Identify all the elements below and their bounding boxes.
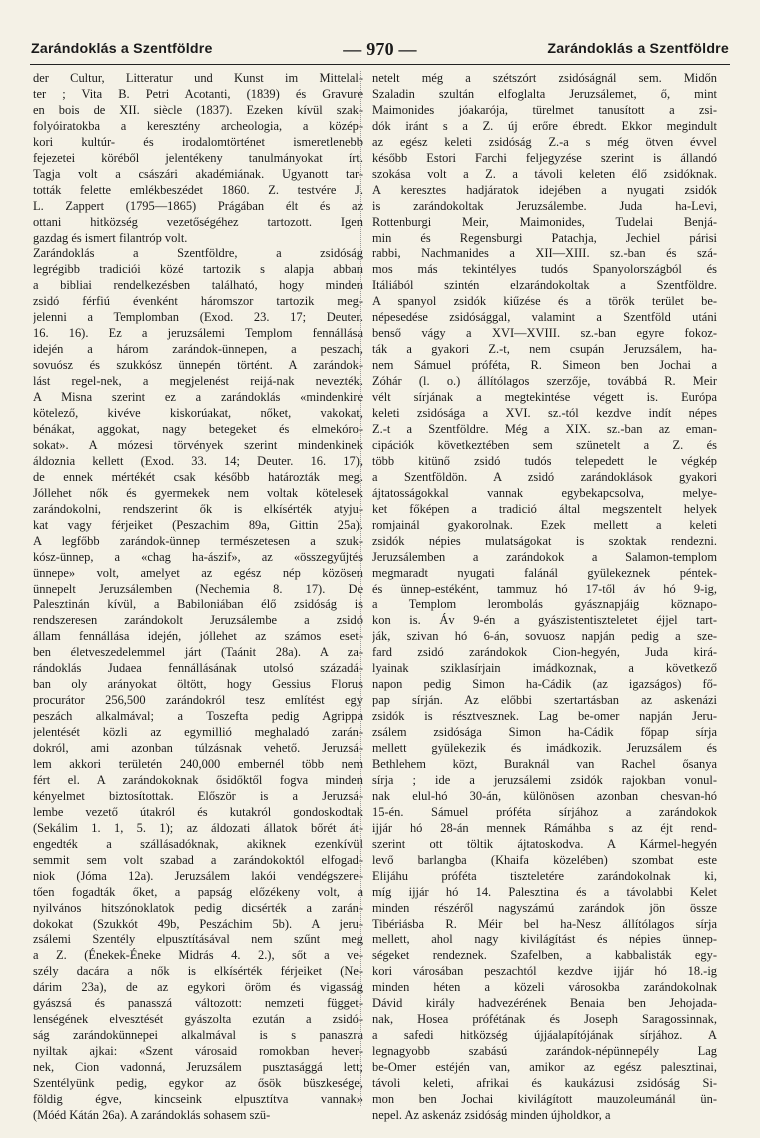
text-line: tően fogadták őket, a papság előzékeny volt, a [33, 884, 363, 899]
text-line: benső vágy a XVI—XVIII. sz.-ban egyre fokoz- [372, 326, 717, 341]
text-line: 16. 16). Ez a jeruzsálemi Templom fennállása [33, 326, 363, 341]
text-line: népesedése zsidósággal, valamint a Szentföld utáni [372, 310, 717, 325]
text-line: cipációk következtében sem szünetelt a Z. és [372, 437, 717, 452]
text-line: min és Regensburgi Patachja, Jechiel párisi [372, 230, 717, 245]
text-line: kon is. Áv 9-én a gyászistentiszteletet éjjel tart- [372, 613, 717, 628]
text-line: sokat». A mózesi törvények szerint mindenkinek [33, 437, 363, 452]
text-line: földig égve, kincseink elpusztítva vannak» [33, 1092, 363, 1106]
text-line: kötelező, kivéve kiskorúakat, nőket, vakokat, [33, 406, 363, 421]
text-line: fejezetei köréből jelentékeny tanulmányokat írt. [33, 150, 363, 165]
text-line: a Z. (Énekek-Éneke Midrás 4. 2.), sőt a ve- [33, 948, 363, 963]
text-line: nepel. Az askenáz zsidóság minden újholdkor, a [372, 1107, 611, 1122]
running-header [31, 36, 729, 62]
text-line: ják, szivan hó 6-án, sovuosz napján pedig a sze- [372, 629, 717, 644]
text-line: legrégibb tradiciói közé tartozik s alapja abban [33, 262, 363, 277]
text-line: procurátor 256,500 zarándokról tesz említést egy [33, 693, 363, 708]
text-line: Elijáhu próféta tiszteletére zarándokolnak ki, [372, 868, 717, 883]
text-line: rándoklás Judaea fennállásának utolsó századá- [33, 661, 363, 676]
text-line: minden részéről nagyszámú zarándok jön össze [372, 900, 717, 915]
text-line: nyilvános hitszónoklatok pedig dicsérték a zarán- [33, 900, 363, 915]
text-line: lyainak sziklasírjain imádkoznak, a következő [372, 661, 717, 676]
text-line: ben életveszedelemmel járt (Taánit 28a). A za- [33, 645, 363, 660]
text-line: megmaradt nyugati falánál gyülekeznek péntek- [372, 565, 717, 580]
text-line: később Estori Farchi feljegyzése szerint is állandó [372, 150, 717, 165]
text-line: szokása volt a Z. a távoli keleten élő zsidóknak. [372, 166, 717, 181]
text-line: Szentélyünk pedig, egykor az ősök büszkesége, [33, 1076, 363, 1091]
text-line: ünnepelt Jeruzsálemben (Nechemia 8. 17). De [33, 581, 363, 596]
left-column [33, 71, 363, 1124]
text-line: napon pedig Simon ha-Cádik (az igazságos) fő- [372, 677, 717, 692]
text-line: távoli keleti, afrikai és kaukázusi zsidóság Si- [372, 1076, 717, 1091]
text-line: mellett, ahol nagy kivilágítást és népies ünnep- [372, 932, 717, 947]
page-number: — 970 — [343, 38, 417, 59]
text-line: Zóhár (l. o.) állítólagos szerzője, továbbá R. Meir [372, 374, 717, 389]
text-line: a safedi hitközség újjáalapítójának sírjához. A [372, 1028, 717, 1043]
text-line: kat vagy férjeiket (Peszachim 89a, Gittin 25a). [33, 517, 363, 532]
text-line: Rottenburgi Meir, Maimonides, Tudelai Benjá- [372, 214, 717, 229]
text-line: az egész keleti zsidóság Z.-a s még ötven évvel [372, 134, 717, 149]
text-line: ták a gyakori Z.-t, nem csupán Jeruzsálem, ha- [372, 342, 717, 357]
text-line: fard zsidó zarándokok Cion-hegyén, Juda kirá- [372, 645, 717, 660]
text-line: vélt sírjának a megtekintése végett is. Európa [372, 390, 717, 405]
text-line: ter ; Vita B. Petri Acotanti, (1839) és Gravure [33, 86, 363, 101]
text-line: mos más tekintélyes tudós Spanyolországból és [372, 262, 717, 277]
text-line: netelt még a szétszórt zsidóságnál sem. Midőn [372, 71, 717, 85]
text-line: a Templom lerombolás gyásznapjáig köznapo- [372, 597, 717, 612]
text-line: ijjár hó 28-án mennek Rámáhba s az éjt rend- [372, 820, 717, 835]
text-line: keleti zsidósága a XVI. sz.-tól kezdve indít népes [372, 406, 717, 421]
text-line: Tagja volt a császári akadémiának. Ugyanott tar- [33, 166, 363, 181]
text-line: kényelmet biztosítottak. Először is a Jeruzsá- [33, 788, 363, 803]
text-line: nyiltak ajkai: «Szent városaid romokban hever- [33, 1044, 363, 1059]
text-line: a bibliai rendelkezésben található, hogy minden [33, 278, 363, 293]
text-line: nak elul-hó 30-án, különösen azonban chesvan-hó [372, 788, 717, 803]
text-line: lembe vezető útakról és kutakról gondoskodtak [33, 804, 363, 819]
text-line: ájtatosságokkal vannak egybekapcsolva, melye- [372, 485, 717, 500]
text-line: semmit sem volt szabad a zarándokoktól elfogad- [33, 852, 363, 867]
text-line: zsidók is résztvesznek. Lag be-omer napján Jeru- [372, 709, 717, 724]
text-line: fért el. A zarándokoknak ősidőktől fogva minden [33, 772, 363, 787]
text-line: lem akkori területén 240,000 embernél több nem [33, 756, 363, 771]
text-line: is zarándokoltak Jeruzsálembe. Juda ha-Levi, [372, 198, 717, 213]
text-line: Bethlehem közt, Buraknál van Rachel ősanya [372, 756, 717, 771]
text-line: peszách alkalmával; a Toszefta pedig Agrippa [33, 709, 363, 724]
text-line: kori kultúr- és irodalomtörténet ismeretlenebb [33, 134, 363, 149]
text-line: szély dacára a nők is elkísérték férjeiket (Ne- [33, 964, 363, 979]
text-line: A Misna szerint ez a zarándoklás «mindenkire [33, 390, 363, 405]
text-line: ket főképen a tradició által megszentelt helyek [372, 501, 717, 516]
text-line: (Sekálim 1. 1, 5. 1); az áldozati állatok bőrét át- [33, 820, 363, 835]
text-line: mon ben Jochai kivilágított mauzoleumánál ün- [372, 1092, 717, 1106]
text-line: romjainál gyakorolnak. Ezek mellett a keleti [372, 517, 717, 532]
column-divider [360, 71, 361, 1106]
text-line: jelentését közli az egymillió meghaladó zarán- [33, 725, 363, 740]
text-line: szerint ott töltik ájtatoskodva. A Kármel-hegyén [372, 836, 717, 851]
text-line: A legfőbb zarándok-ünnep természetesen a szuk- [33, 533, 363, 548]
right-column [372, 71, 717, 1124]
text-line: 15-én. Sámuel próféta sírjához a zarándokok [372, 804, 717, 819]
text-line: Dávid király hadvezérének Benaia ben Jehojada- [372, 996, 717, 1011]
text-line: Z.-t a Szentföldre. Még a XIX. sz.-ban az eman- [372, 421, 717, 436]
text-line: sovuósz és szukkósz ünnepén történt. A zarándok- [33, 358, 363, 373]
text-line: kósz-ünnep, a «chag ha-ászif», az «összegyűjtés [33, 549, 363, 564]
text-line: áldoznia kellett (Exod. 33. 14; Deuter. 16. 17), [33, 453, 363, 468]
text-line: der Cultur, Litteratur und Kunst im Mittelal- [33, 71, 363, 85]
text-line: A keresztes hadjáratok idejében a nyugati zsidók [372, 182, 717, 197]
text-line: folyóiratokba a keresztény archeologia, a közép- [33, 118, 363, 133]
text-line: (Móéd Kátán 26a). A zarándoklás sohasem szü- [33, 1107, 271, 1122]
header-right-title: Zarándoklás a Szentföldre [547, 41, 729, 57]
text-line: Itáliából szintén elzarándokoltak a Szentföldre. [372, 278, 717, 293]
text-line: Szaladin szultán elfoglalta Jeruzsálemet, ő, mint [372, 86, 717, 101]
text-line: nem Sámuel próféta, R. Simeon ben Jochai a [372, 358, 717, 373]
text-line: zsidó férfiú évenként háromszor tartozik meg- [33, 294, 363, 309]
text-line: a Szentföldön. A zsidó zarándoklások gyakori [372, 469, 717, 484]
text-line: Jeruzsálemben a zarándokok a Salamon-templom [372, 549, 717, 564]
text-line: dokokat (Szukkót 49b, Peszáchim 5b). A jeru- [33, 916, 363, 931]
text-line: A spanyol zsidók kiűzése és a török terület be- [372, 294, 717, 309]
text-line: be-Omer estéjén van, amikor az egész palesztinai, [372, 1060, 717, 1075]
text-line: niok (Jóma 12a). Jeruzsálem lakói vendégszere- [33, 868, 363, 883]
text-line: kori városában peszachtól kezdve ijjár hó 18.-ig [372, 964, 717, 979]
text-line: dokról, ami azonban túlzásnak vehető. Jeruzsá- [33, 741, 363, 756]
text-line: ségeket rendeznek. Szafelben, a kabbalisták egy- [372, 948, 717, 963]
text-line: pap sírján. Az előbbi szertartásban az askenázi [372, 693, 717, 708]
text-line: legnagyobb szabású zarándok-népünnepély Lag [372, 1044, 717, 1059]
text-line: gyászsá és panasszá változott: nemzeti függet- [33, 996, 363, 1011]
text-line: mellett gyülekezik és imádkozik. Jeruzsálem és [372, 741, 717, 756]
text-line: nek, Cion vadonná, Jeruzsálem pusztasággá lett; [33, 1060, 363, 1075]
text-line: állam fennállása idején, jóllehet az számos eset- [33, 629, 363, 644]
text-line: rendszeresen zarándokolt Jeruzsálembe a zsidó [33, 613, 363, 628]
text-line: Tibériásba R. Méir bel ha-Nesz állítólagos sírja [372, 916, 717, 931]
text-line: jelenni a Templomban (Exod. 23. 17; Deuter. [33, 310, 363, 325]
text-line: ban oly arányokat öltött, hogy Gessius Florus [33, 677, 363, 692]
text-line: en bois de XII. siècle (1837). Ezeken kívül szak- [33, 102, 363, 117]
text-line: dárim 23a), de az egykori öröm és vigasság [33, 980, 363, 995]
text-line: L. Zappert (1795—1865) Prágában élt és az [33, 198, 363, 213]
text-line: dók iránt s a Z. új erőre ébredt. Ekkor megindult [372, 118, 717, 133]
text-line: több kitünő zsidó tudós telepedett le végkép [372, 453, 717, 468]
text-line: Zarándoklás a Szentföldre, a zsidóság [33, 246, 363, 261]
text-line: de ennek mértékét csak később határozták meg. [33, 469, 363, 484]
text-line: sírja ; ide a jeruzsálemi zsidók rajokban vonul- [372, 772, 717, 787]
text-line: Maimonides jóakarója, türelmet tanusított a zsi- [372, 102, 717, 117]
text-line: bénákat, aggokat, nagy betegeket és elmekóro- [33, 421, 363, 436]
text-line: zarándokolni, rendszerint ők is elkísérték atyju- [33, 501, 363, 516]
text-line: Palesztinán kívül, a Babiloniában élő zsidóság is [33, 597, 363, 612]
text-line: levő barlangba (Khaifa közelében) szombat este [372, 852, 717, 867]
text-line: zsálem zsidósága Simon ha-Cádik főpap sírja [372, 725, 717, 740]
text-line: Jóllehet nők és gyermekek nem voltak kötelesek [33, 485, 363, 500]
text-line: gazdag és ismert filantróp volt. [33, 230, 188, 245]
header-rule [30, 64, 730, 65]
text-line: lást regel-nek, a megjelenést reijá-nak nevezték. [33, 374, 363, 389]
text-line: zsálemi Szentély elpusztításával nem szűnt meg [33, 932, 363, 947]
text-line: engedték a szállásadóknak, akiknek ezenkívül [33, 836, 363, 851]
text-line: zsidók népies mulatságokat is szoktak rendezni. [372, 533, 717, 548]
text-line: lenségének elvesztését gyászolta ezután a zsidó- [33, 1012, 363, 1027]
text-line: míg ijjár hó 14. Palesztina és a távolabbi Kelet [372, 884, 717, 899]
text-line: nak, Hosea prófétának és Joseph Saragossinnak, [372, 1012, 717, 1027]
text-line: ünnepe» volt, amelyet az egész nép közösen [33, 565, 363, 580]
text-line: idején a három zarándok-ünnepen, a peszach, [33, 342, 363, 357]
text-line: ottani hitközség vezetőségéhez tartozott. Igen [33, 214, 363, 229]
text-line: rabbi, Nachmanides a XII—XIII. sz.-ban és szá- [372, 246, 717, 261]
text-line: minden héten a közeli városokba zarándokolnak [372, 980, 717, 995]
text-line: és ünnep-estéként, tammuz hó 17-től áv hó 9-ig, [372, 581, 717, 596]
text-line: tották felette emlékbeszédet 1860. Z. testvére J. [33, 182, 363, 197]
text-line: ság zarándokünnepei alkalmával is s panaszra [33, 1028, 363, 1043]
header-left-title: Zarándoklás a Szentföldre [31, 41, 213, 57]
